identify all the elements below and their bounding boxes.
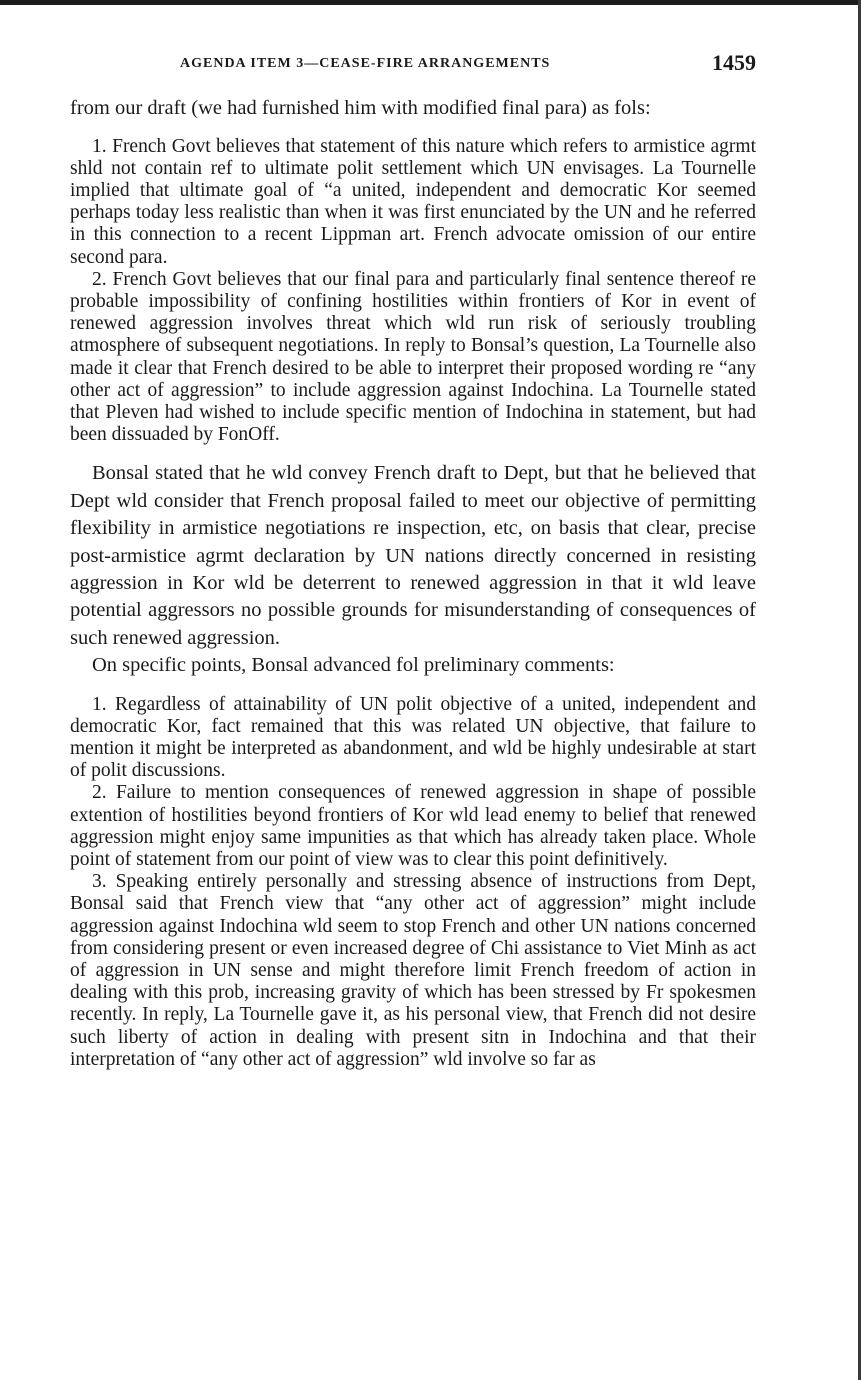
french-point-2: 2. French Govt believes that our final para and particularly final sentence thereof re probable impossibility of confining hostilities within frontiers of Kor in event of renewed aggression involves threat which wld run risk of seriously troubling atmosphere of subsequent negotiations. In reply to Bonsal’s question, La Tournelle also made it clear that French desired to be able to interpret their proposed wording re “any other act of aggression” to include aggression against Indochina. La Tournelle stated that Pleven had wished to include specific mention of Indochina in statement, but had been dissuaded by FonOff. — [70, 268, 756, 446]
document-page — [70, 48, 756, 1071]
french-points-list — [70, 136, 756, 447]
specific-points-intro: On specific points, Bonsal advanced fol preliminary comments: — [92, 654, 615, 677]
page-number: 1459 — [712, 50, 756, 75]
intro-paragraph: from our draft (we had furnished him with modified final para) as fols: — [70, 97, 651, 119]
bonsal-point-3: 3. Speaking entirely personally and stressing absence of instructions from Dept, Bonsal said that French view that “any other act of aggression” might include aggression against Indochina wld seem to stop French and other UN nations concerned from considering present or even increased degree of Chi assistance to Viet Minh as act of aggression in UN sense and might therefore limit French freedom of action in dealing with this prob, increasing gravity of which has been stressed by Fr spokesmen recently. In reply, La Tournelle gave it, as his personal view, that French did not desire such liberty of action in dealing with present sitn in Indochina and that their interpretation of “any other act of aggression” wld involve so far as — [70, 871, 756, 1070]
bonsal-points-list — [70, 694, 756, 1071]
bonsal-point-2: 2. Failure to mention consequences of renewed aggression in shape of possible extention of hostilities beyond frontiers of Kor wld lead enemy to belief that renewed aggression might enjoy same impunities as that which has already taken place. Whole point of statement from our point of view was to clear this point definitively. — [70, 782, 756, 871]
bonsal-paragraph: Bonsal stated that he wld convey French draft to Dept, but that he believed that Dept wld consider that French proposal failed to meet our objective of permitting flexibility in armistice negotiations re inspection, etc, on basis that clear, precise post-armistice agrmt declaration by UN nations directly concerned in resisting aggression in Kor wld be deterrent to renewed aggression in that it wld leave potential aggressors no possible grounds for misunderstanding of consequences of such renewed aggression. — [70, 462, 756, 649]
running-header-title: AGENDA ITEM 3—CEASE-FIRE ARRANGEMENTS — [180, 56, 551, 71]
top-border-rule — [0, 0, 861, 5]
french-point-1: 1. French Govt believes that statement of this nature which refers to armistice agrmt shld not contain ref to ultimate polit settlement which UN envisages. La Tournelle implied that ultimate goal of “a united, independent and democratic Kor seemed perhaps today less realistic than when it was first enunciated by the UN and he referred in this connection to a recent Lippman art. French advocate omission of our entire second para. — [70, 135, 756, 268]
running-header — [70, 48, 756, 82]
bonsal-section — [70, 460, 756, 679]
bonsal-point-1: 1. Regardless of attainability of UN polit objective of a united, independent and democratic Kor, fact remained that this was related UN objective, that failure to mention it might be interpreted as abandonment, and wld be highly undesirable at start of polit discussions. — [70, 693, 756, 782]
